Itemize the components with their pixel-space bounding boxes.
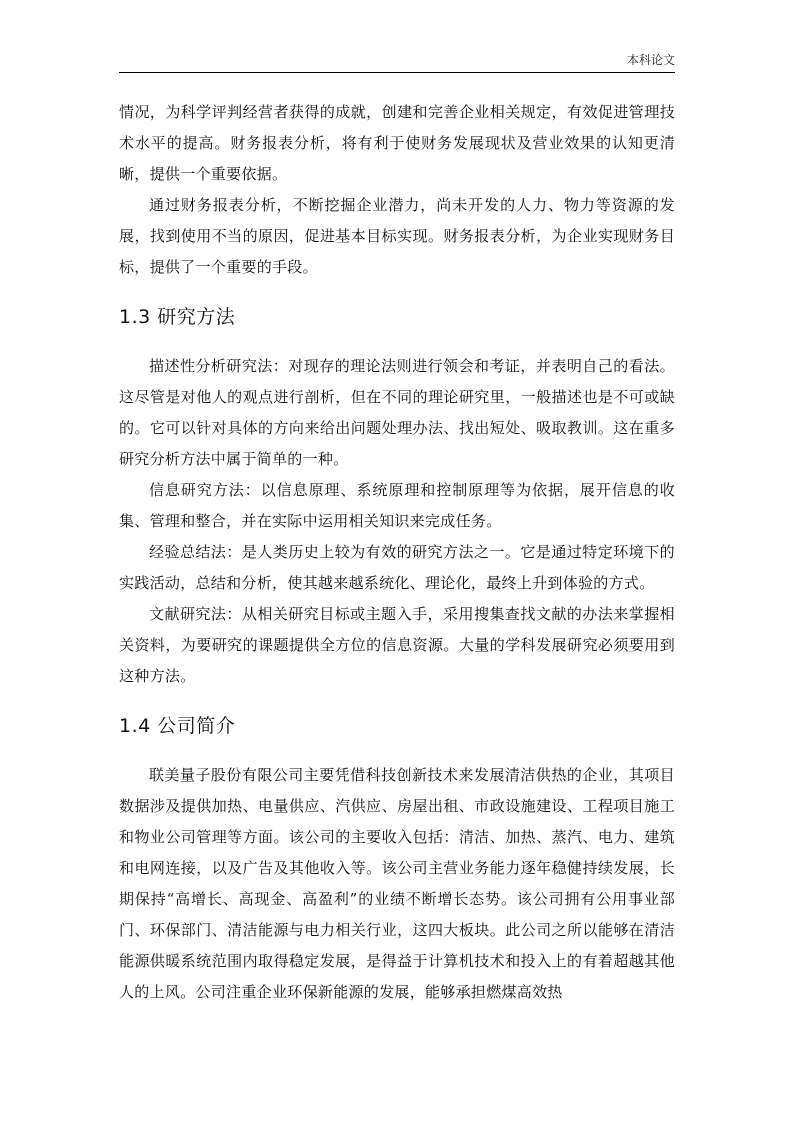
body-paragraph: 描述性分析研究法：对现存的理论法则进行领会和考证，并表明自己的看法。这尽管是对他人的观点进行剖析，但在不同的理论研究里，一般描述也是不可或缺的。它可以针对具体的方向来给出问题处理办法、找出短处、吸取教训。这在重多研究分析方法中属于简单的一种。 bbox=[119, 357, 675, 468]
body-paragraph: 经验总结法：是人类历史上较为有效的研究方法之一。它是通过特定环境下的实践活动，总结和分析，使其越来越系统化、理论化，最终上升到体验的方式。 bbox=[119, 543, 675, 592]
section-heading-1-3: 1.3 研究方法 bbox=[119, 306, 236, 328]
body-paragraph: 通过财务报表分析，不断挖掘企业潜力，尚未开发的人力、物力等资源的发展，找到使用不当的原因，促进基本目标实现。财务报表分析，为企业实现财务目标，提供了一个重要的手段。 bbox=[119, 196, 675, 276]
body-paragraph: 联美量子股份有限公司主要凭借科技创新技术来发展清洁供热的企业，其项目数据涉及提供加热、电量供应、汽供应、房屋出租、市政设施建设、工程项目施工和物业公司管理等方面。该公司的主要收入包括：清洁、加热、蒸汽、电力、建筑和电网连接，以及广告及其他收入等。该公司主营业务能力逐年稳健持续发展，长期保持“高增长、高现金、高盈利”的业绩不断增长态势。该公司拥有公用事业部门、环保部门、清洁能源与电力相关行业，这四大板块。此公司之所以能够在清洁能源供暖系统范围内取得稳定发展，是得益于计算机技术和投入上的有着超越其他人的上风。公司注重企业环保新能源的发展，能够承担燃煤高效热 bbox=[119, 766, 675, 1001]
page-body bbox=[119, 97, 675, 1008]
body-paragraph: 文献研究法：从相关研究目标或主题入手，采用搜集查找文献的办法来掌握相关资料，为要研究的课题提供全方位的信息资源。大量的学科发展研究必须要用到这种方法。 bbox=[119, 605, 675, 685]
running-header-title: 本科论文 bbox=[626, 53, 675, 67]
body-paragraph: 情况，为科学评判经营者获得的成就，创建和完善企业相关规定，有效促进管理技术水平的提高。财务报表分析，将有利于使财务发展现状及营业效果的认知更清晰，提供一个重要依据。 bbox=[119, 103, 675, 183]
running-header bbox=[119, 50, 675, 73]
section-heading-1-4: 1.4 公司简介 bbox=[119, 715, 236, 737]
body-paragraph: 信息研究方法：以信息原理、系统原理和控制原理等为依据，展开信息的收集、管理和整合，并在实际中运用相关知识来完成任务。 bbox=[119, 481, 675, 530]
